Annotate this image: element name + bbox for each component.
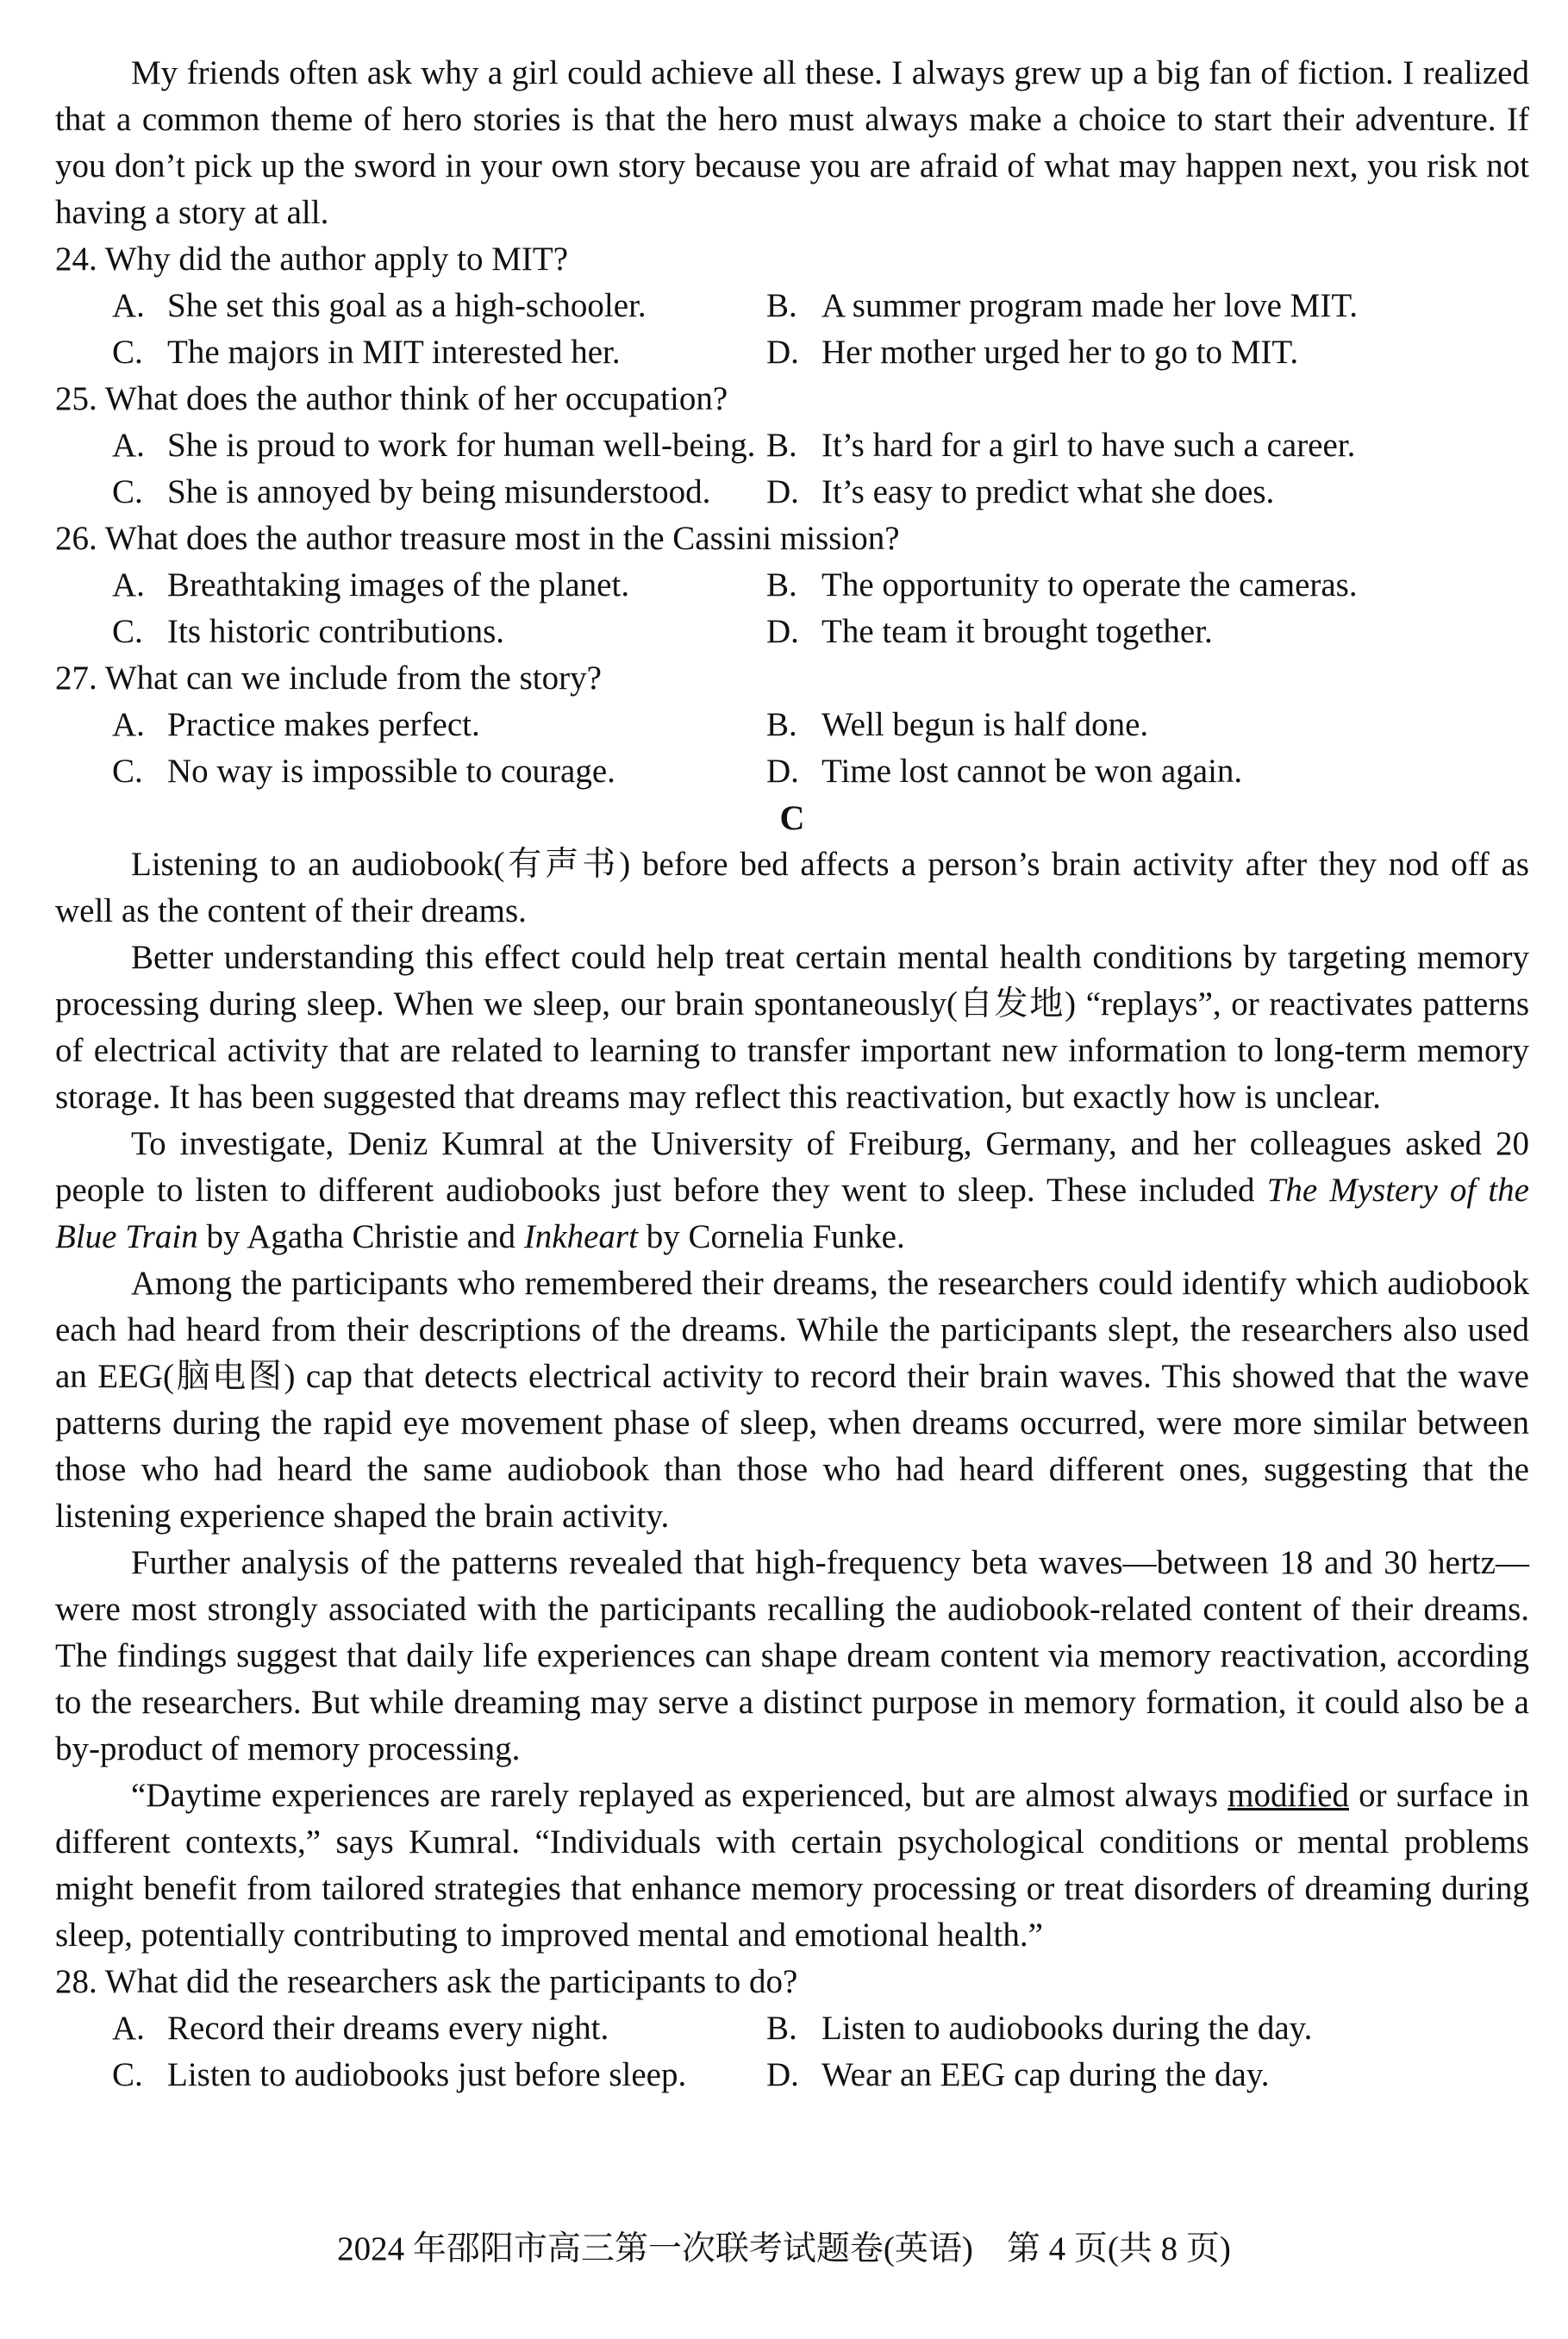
question-28-stem: 28. What did the researchers ask the participants to do?: [55, 1963, 798, 2000]
option-a: A. Breathtaking images of the planet.: [112, 566, 630, 604]
option-b: B. The opportunity to operate the cameras.: [766, 566, 1358, 604]
section-c-paragraph-5: Further analysis of the patterns revealed that high-frequency beta waves—between 18 and 30 hertz—were most strongly associated with the participants recalling the audiobook-related content of their dreams. The findings suggest that daily life experiences can shape dream content via memory reactivation, according to the researchers. But while dreaming may serve a distinct purpose in memory formation, it could also be a by-product of memory processing.: [55, 1544, 1529, 1767]
question-27-stem: 27. What can we include from the story?: [55, 660, 602, 697]
page-footer: 2024 年邵阳市高三第一次联考试题卷(英语) 第 4 页(共 8 页): [337, 2230, 1231, 2267]
option-d: D. Time lost cannot be won again.: [766, 753, 1243, 790]
book-title: Inkheart: [523, 1218, 638, 1255]
section-c-paragraph-6: “Daytime experiences are rarely replayed as experienced, but are almost always modified or surface in different contexts,” says Kumral. “Individuals with certain psychological conditions or mental problems might benefit from tailored strategies that enhance memory processing or treat disorders of dreaming during sleep, potentially contributing to improved mental and emotional health.”: [55, 1777, 1529, 1954]
question-27-options: [55, 702, 1529, 795]
option-c: C. She is annoyed by being misunderstood.: [112, 473, 711, 510]
section-c-paragraph-3: To investigate, Deniz Kumral at the University of Freiburg, Germany, and her colleagues asked 20 people to listen to different audiobooks just before they went to sleep. These included The Mystery of the Blue Train by Agatha Christie and Inkheart by Cornelia Funke.: [55, 1125, 1529, 1255]
book-title: The Mystery of the Blue Train: [55, 1172, 1529, 1255]
option-c: C. No way is impossible to courage.: [112, 753, 615, 790]
underlined-word: modified: [1228, 1777, 1349, 1814]
option-d: D. The team it brought together.: [766, 613, 1213, 650]
option-b: B. It’s hard for a girl to have such a career.: [766, 427, 1356, 464]
question-24-options: [55, 283, 1529, 376]
section-c-paragraph-1: Listening to an audiobook(有声书) before bed affects a person’s brain activity after they nod off as well as the content of their dreams.: [55, 846, 1529, 929]
question-26-options: [55, 562, 1529, 655]
section-c-paragraph-4: Among the participants who remembered their dreams, the researchers could identify which audiobook each had heard from their descriptions of the dreams. While the participants slept, the researchers also used an EEG(脑电图) cap that detects electrical activity to record their brain waves. This showed that the wave patterns during the rapid eye movement phase of sleep, when dreams occurred, were more similar between those who had heard the same audiobook than those who had heard different ones, suggesting that the listening experience shaped the brain activity.: [55, 1265, 1529, 1535]
option-a: A. She set this goal as a high-schooler.: [112, 287, 647, 324]
section-c-paragraph-2: Better understanding this effect could help treat certain mental health conditions by targeting memory processing during sleep. When we sleep, our brain spontaneously(自发地) “replays”, or reactivates patterns of electrical activity that are related to learning to transfer important new information to long-term memory storage. It has been suggested that dreams may reflect this reactivation, but exactly how is unclear.: [55, 939, 1529, 1116]
option-a: A. Record their dreams every night.: [112, 2010, 609, 2047]
option-a: A. She is proud to work for human well-being.: [112, 427, 756, 464]
option-d: D. Her mother urged her to go to MIT.: [766, 334, 1299, 371]
option-a: A. Practice makes perfect.: [112, 706, 480, 743]
question-26-stem: 26. What does the author treasure most in the Cassini mission?: [55, 520, 900, 557]
option-c: C. Its historic contributions.: [112, 613, 505, 650]
option-c: C. Listen to audiobooks just before sleep.: [112, 2056, 687, 2093]
section-c-heading: C: [779, 798, 805, 837]
question-24-stem: 24. Why did the author apply to MIT?: [55, 241, 568, 278]
option-b: B. A summer program made her love MIT.: [766, 287, 1359, 324]
exam-page: [55, 50, 1529, 2098]
passage-b-paragraph: My friends often ask why a girl could achieve all these. I always grew up a big fan of fiction. I realized that a common theme of hero stories is that the hero must always make a choice to start their adventure. If you don’t pick up the sword in your own story because you are afraid of what may happen next, you risk not having a story at all.: [55, 54, 1529, 231]
option-b: B. Well begun is half done.: [766, 706, 1149, 743]
option-b: B. Listen to audiobooks during the day.: [766, 2010, 1313, 2047]
option-d: D. It’s easy to predict what she does.: [766, 473, 1275, 510]
question-25-stem: 25. What does the author think of her occupation?: [55, 380, 728, 417]
option-c: C. The majors in MIT interested her.: [112, 334, 621, 371]
option-d: D. Wear an EEG cap during the day.: [766, 2056, 1270, 2093]
question-28-options: [55, 2005, 1529, 2098]
question-25-options: [55, 422, 1529, 516]
